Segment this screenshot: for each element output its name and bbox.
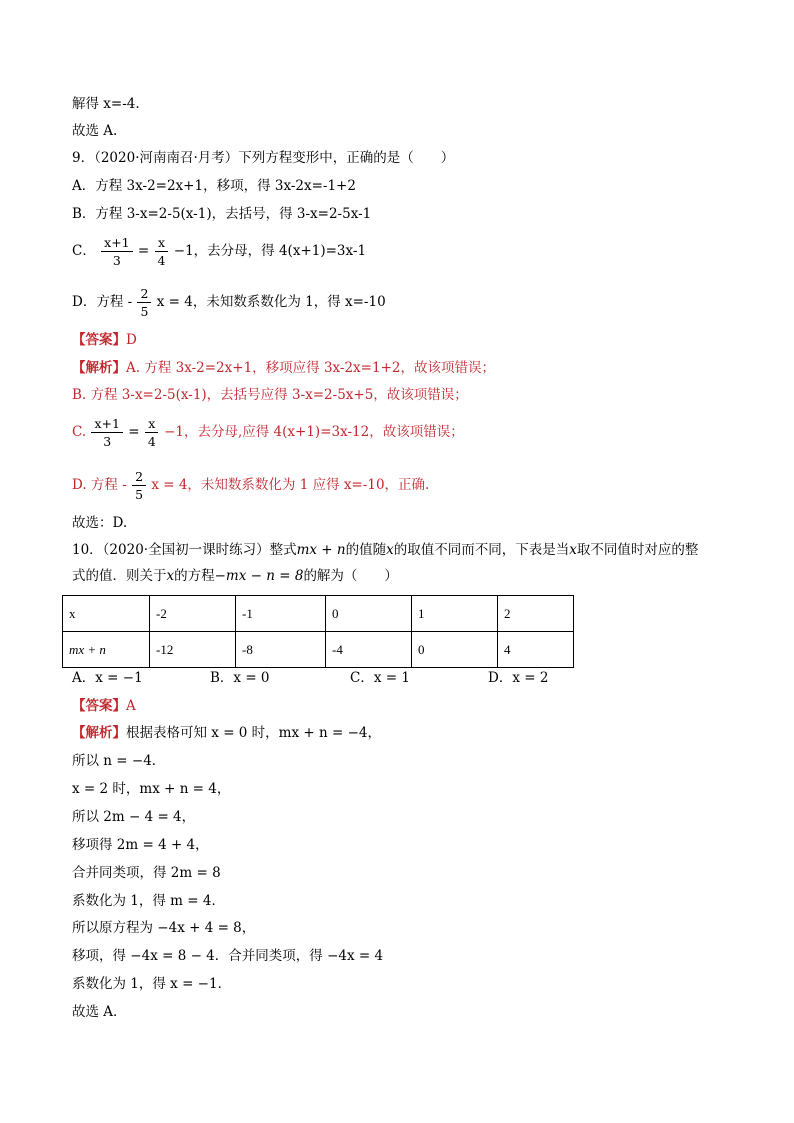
q10-stem-part: 的取值不同而不同，下表是当 <box>393 542 570 558</box>
q10-stem-part: 式的值．则关于 <box>72 568 167 584</box>
q9-answer-line <box>72 331 137 349</box>
analysis-tag: 【解析】 <box>72 360 126 376</box>
fraction-numerator: x <box>155 235 168 252</box>
answer-value: D <box>126 332 137 348</box>
q10-stem-part: 的方程 <box>174 568 215 584</box>
table-cell: 0 <box>326 596 412 632</box>
analysis-step: x = 2 时，mx + n = 4， <box>72 781 231 797</box>
equals-sign: = <box>128 424 140 440</box>
table-cell: -8 <box>236 632 326 668</box>
table-cell: -12 <box>150 632 236 668</box>
fraction-numerator: 2 <box>137 286 151 303</box>
table-cell: 1 <box>412 596 498 632</box>
fraction-numerator: x+1 <box>101 235 132 252</box>
answer-value: A <box>126 698 136 714</box>
q10-stem-line-1 <box>72 541 698 559</box>
q9-c-rest: −1，去分母，得 4(x+1)=3x-1 <box>173 243 367 259</box>
value-table <box>62 595 574 668</box>
variable-x: x <box>166 568 175 584</box>
q9-c-fraction-2 <box>155 235 169 268</box>
fraction-denominator: 3 <box>103 434 112 449</box>
analysis-step: 根据表格可知 x = 0 时，mx + n = −4， <box>126 725 381 741</box>
q9-an-d-fraction <box>132 469 146 502</box>
q9-conclusion: 故选：D. <box>72 515 128 531</box>
table-cell: 4 <box>498 632 574 668</box>
q9-stem: 9．（2020·河南南召·月考）下列方程变形中，正确的是（ ） <box>72 150 455 166</box>
fraction-denominator: 4 <box>157 253 166 268</box>
analysis-step: 系数化为 1，得 x = −1． <box>72 976 232 992</box>
q9-c-prefix: C． <box>72 243 96 259</box>
table-cell: mx + n <box>63 632 150 668</box>
answer-tag: 【答案】 <box>72 698 126 714</box>
analysis-step: 所以原方程为 −4x + 4 = 8， <box>72 920 256 936</box>
q10-stem-part: 的解为（ ） <box>303 568 398 584</box>
expression-mx-n: mx + n <box>296 542 346 558</box>
table-row <box>63 632 574 668</box>
table-cell: -4 <box>326 632 412 668</box>
table-cell: -2 <box>150 596 236 632</box>
answer-tag: 【答案】 <box>72 332 126 348</box>
q10-answer-line <box>72 697 136 715</box>
q10-option-b: B．x = 0 <box>210 670 270 686</box>
analysis-text: A. 方程 3x-2=2x+1，移项应得 3x-2x=1+2，故该项错误； <box>126 360 495 376</box>
table-cell: -1 <box>236 596 326 632</box>
q9-d-prefix: D．方程 - <box>72 294 133 310</box>
fraction-denominator: 4 <box>147 434 156 449</box>
analysis-step: 移项，得 −4x = 8 − 4．合并同类项，得 −4x = 4 <box>72 948 384 964</box>
q9-d-rest: x = 4，未知数系数化为 1，得 x=-10 <box>156 294 386 310</box>
q9-an-c-prefix: C. <box>72 424 87 440</box>
q9-an-d-prefix: D. 方程 - <box>72 477 127 493</box>
q9-option-a: A．方程 3x-2=2x+1，移项，得 3x-2x=-1+2 <box>72 178 356 194</box>
fraction-numerator: x+1 <box>91 416 122 433</box>
q9-analysis-c <box>72 413 464 451</box>
analysis-step: 所以 n = −4． <box>72 753 166 769</box>
analysis-step: 合并同类项，得 2m = 8 <box>72 865 221 881</box>
q9-an-c-rest: −1，去分母,应得 4(x+1)=3x-12，故该项错误； <box>164 424 464 440</box>
fraction-denominator: 3 <box>112 253 121 268</box>
q9-analysis-a <box>72 359 495 377</box>
fraction-denominator: 5 <box>140 304 149 319</box>
table-cell: 0 <box>412 632 498 668</box>
fraction-numerator: x <box>145 416 158 433</box>
variable-x: x <box>569 542 577 558</box>
analysis-tag: 【解析】 <box>72 725 126 741</box>
q9-c-fraction-1 <box>101 235 132 268</box>
q9-analysis-b: B. 方程 3-x=2-5(x-1)，去括号应得 3-x=2-5x+5，故该项错误； <box>72 387 468 403</box>
prev-solve-line: 解得 x=-4. <box>72 96 140 112</box>
q10-analysis-line <box>72 724 381 742</box>
q9-an-c-fraction-1 <box>91 416 122 449</box>
q10-stem-part: 取不同值时对应的整 <box>576 542 699 558</box>
fraction-denominator: 5 <box>135 487 144 502</box>
q9-an-d-rest: x = 4，未知数系数化为 1 应得 x=-10，正确. <box>151 477 430 493</box>
table-row <box>63 596 574 632</box>
q9-option-c <box>72 232 366 270</box>
fraction-numerator: 2 <box>132 469 146 486</box>
q10-option-a: A．x = −1 <box>72 670 143 686</box>
variable-x: x <box>386 542 394 558</box>
q10-option-d: D．x = 2 <box>488 670 549 686</box>
q9-option-b: B．方程 3-x=2-5(x-1)，去括号，得 3-x=2-5x-1 <box>72 206 372 222</box>
q9-analysis-d <box>72 466 429 504</box>
equals-sign: = <box>137 243 150 259</box>
q10-stem-line-2 <box>72 567 398 585</box>
q10-conclusion: 故选 A． <box>72 1004 127 1020</box>
q9-option-d <box>72 283 386 321</box>
analysis-step: 移项得 2m = 4 + 4， <box>72 837 209 853</box>
q9-d-fraction <box>137 286 151 319</box>
analysis-step: 所以 2m − 4 = 4， <box>72 809 196 825</box>
table-cell: x <box>63 596 150 632</box>
analysis-step: 系数化为 1，得 m = 4． <box>72 893 225 909</box>
table-cell: 2 <box>498 596 574 632</box>
q10-stem-part: 的值随 <box>345 542 387 558</box>
q9-an-c-fraction-2 <box>145 416 159 449</box>
q10-options <box>72 669 548 687</box>
equation: −mx − n = 8 <box>214 568 304 584</box>
prev-conclusion: 故选 A. <box>72 123 118 139</box>
q10-stem-part: 10．（2020·全国初一课时练习）整式 <box>72 542 297 558</box>
q10-option-c: C．x = 1 <box>350 670 410 686</box>
